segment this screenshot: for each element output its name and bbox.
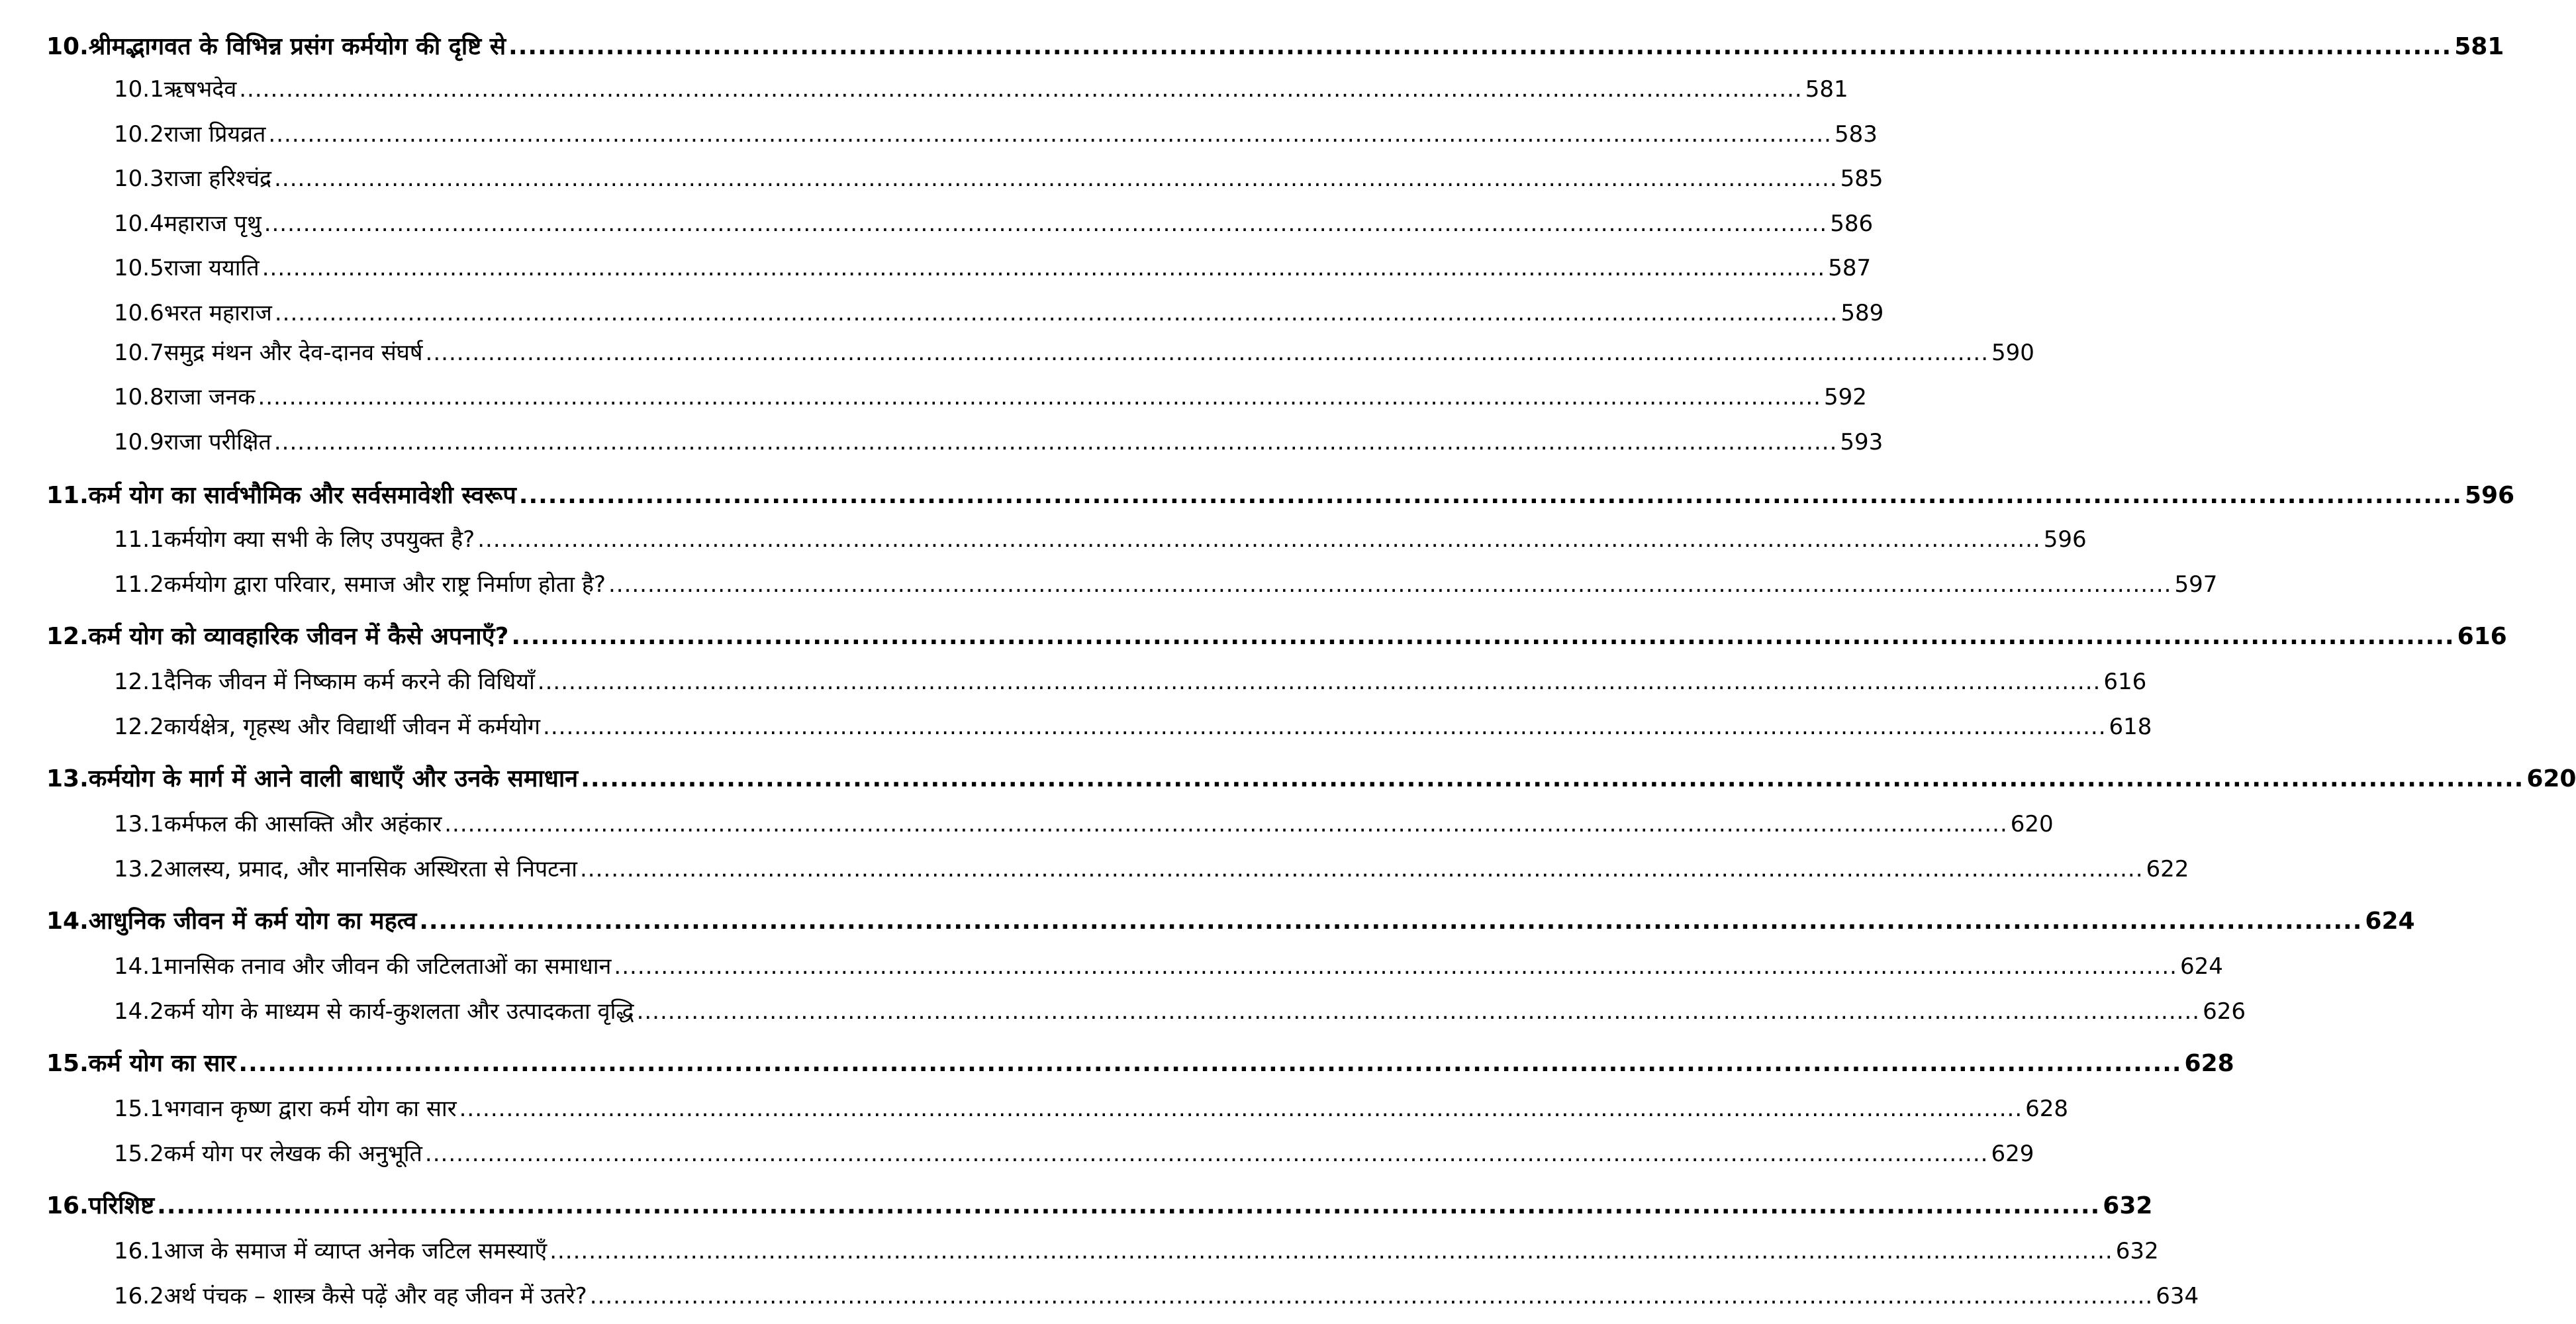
section-title: दैनिक जीवन में निष्काम कर्म करने की विधियाँ <box>164 669 535 695</box>
section-title: राजा हरिश्चंद्र <box>164 166 272 192</box>
toc-section-10-2 <box>114 118 1878 148</box>
page-number: 596 <box>2464 482 2515 509</box>
page-number: 596 <box>2043 526 2087 553</box>
dot-leader: ........................................................................................................................................................................................................ <box>579 856 2144 882</box>
dot-leader: ........................................................................................................................................................................................................ <box>518 482 2462 509</box>
page-number: 590 <box>1991 340 2034 366</box>
page-number: 616 <box>2103 669 2147 695</box>
section-number: 14.1 <box>114 953 164 980</box>
section-title: कर्म योग पर लेखक की अनुभूति <box>164 1141 422 1167</box>
page-number: 597 <box>2174 571 2218 598</box>
toc-section-12-1 <box>114 665 2147 696</box>
dot-leader: ........................................................................................................................................................................................................ <box>262 255 1826 281</box>
chapter-number: 11. <box>46 482 89 509</box>
section-title: समुद्र मंथन और देव-दानव संघर्ष <box>164 340 423 366</box>
page-number: 592 <box>1824 384 1867 410</box>
page-number: 586 <box>1830 211 1874 237</box>
dot-leader: ........................................................................................................................................................................................................ <box>274 300 1838 326</box>
page-number: 581 <box>2454 33 2504 60</box>
toc-section-10-4 <box>114 207 1874 238</box>
page-number: 622 <box>2146 856 2189 882</box>
section-number: 15.1 <box>114 1096 164 1122</box>
page-number: 587 <box>1828 255 1872 281</box>
dot-leader: ........................................................................................................................................................................................................ <box>477 526 2041 553</box>
toc-chapter-13 <box>46 761 2576 794</box>
chapter-number: 14. <box>46 908 89 935</box>
chapter-number: 15. <box>46 1050 89 1077</box>
page-number: 589 <box>1840 300 1884 326</box>
section-title: कर्म योग के माध्यम से कार्य-कुशलता और उत्पादकता वृद्धि <box>164 998 634 1025</box>
toc-section-16-1 <box>114 1235 2159 1265</box>
toc-section-10-6 <box>114 297 1884 327</box>
section-title: भरत महाराज <box>164 300 272 326</box>
toc-chapter-15 <box>46 1046 2234 1078</box>
section-number: 10.7 <box>114 340 164 366</box>
page-number: 620 <box>2010 811 2054 837</box>
section-number: 10.1 <box>114 76 164 103</box>
toc-section-13-1 <box>114 808 2054 838</box>
page-number: 583 <box>1834 121 1878 148</box>
section-title: राजा जनक <box>164 384 256 410</box>
section-title: राजा ययाति <box>164 255 260 281</box>
section-number: 15.2 <box>114 1141 164 1167</box>
dot-leader: ........................................................................................................................................................................................................ <box>419 908 2363 935</box>
page-number: 593 <box>1840 429 1884 455</box>
page-number: 624 <box>2179 953 2223 980</box>
section-title: राजा परीक्षित <box>164 429 271 455</box>
section-title: महाराज पृथु <box>164 211 262 237</box>
toc-section-10-7 <box>114 336 2034 367</box>
page-number: 626 <box>2203 998 2246 1025</box>
toc-section-16-2 <box>114 1280 2199 1310</box>
page-number: 616 <box>2457 623 2507 650</box>
toc-section-11-2 <box>114 568 2218 598</box>
page-number: 620 <box>2526 765 2576 792</box>
page-number: 632 <box>2103 1192 2153 1219</box>
section-title: कर्मयोग द्वारा परिवार, समाज और राष्ट्र निर्माण होता है? <box>164 571 606 598</box>
dot-leader: ........................................................................................................................................................................................................ <box>543 714 2107 740</box>
toc-chapter-16 <box>46 1188 2153 1221</box>
section-number: 16.2 <box>114 1283 164 1309</box>
section-title: ऋषभदेव <box>164 76 237 103</box>
section-number: 10.5 <box>114 255 164 281</box>
section-title: कर्मयोग क्या सभी के लिए उपयुक्त है? <box>164 526 475 553</box>
section-number: 10.9 <box>114 429 164 455</box>
dot-leader: ........................................................................................................................................................................................................ <box>549 1238 2113 1264</box>
toc-section-10-9 <box>114 426 1884 456</box>
section-number: 11.2 <box>114 571 164 598</box>
page-number: 628 <box>2025 1096 2069 1122</box>
chapter-number: 16. <box>46 1192 89 1219</box>
section-number: 12.2 <box>114 714 164 740</box>
chapter-title: कर्म योग को व्यावहारिक जीवन में कैसे अपनाएँ? <box>88 623 509 650</box>
section-title: आलस्य, प्रमाद, और मानसिक अस्थिरता से निपटना <box>164 856 577 882</box>
chapter-title: परिशिष्ट <box>88 1192 155 1219</box>
chapter-title: श्रीमद्भागवत के विभिन्न प्रसंग कर्मयोग की दृष्टि से <box>88 33 506 60</box>
toc-chapter-12 <box>46 619 2507 651</box>
page-number: 581 <box>1805 76 1848 103</box>
section-number: 13.1 <box>114 811 164 837</box>
toc-chapter-14 <box>46 904 2415 936</box>
dot-leader: ........................................................................................................................................................................................................ <box>424 1141 1989 1167</box>
toc-section-10-1 <box>114 73 1848 103</box>
toc-chapter-11 <box>46 478 2515 510</box>
section-number: 11.1 <box>114 526 164 553</box>
section-number: 10.6 <box>114 300 164 326</box>
dot-leader: ........................................................................................................................................................................................................ <box>581 765 2524 792</box>
section-title: कर्मफल की आसक्ति और अहंकार <box>164 811 442 837</box>
toc-chapter-10 <box>46 29 2504 62</box>
section-number: 10.2 <box>114 121 164 148</box>
dot-leader: ........................................................................................................................................................................................................ <box>425 340 1989 366</box>
page-number: 585 <box>1840 166 1884 192</box>
dot-leader: ........................................................................................................................................................................................................ <box>258 384 1821 410</box>
toc-section-12-2 <box>114 710 2152 741</box>
chapter-number: 13. <box>46 765 89 792</box>
dot-leader: ........................................................................................................................................................................................................ <box>157 1192 2101 1219</box>
page-number: 624 <box>2365 908 2415 935</box>
page-number: 618 <box>2109 714 2152 740</box>
dot-leader: ........................................................................................................................................................................................................ <box>238 1050 2182 1077</box>
section-number: 16.1 <box>114 1238 164 1264</box>
chapter-number: 12. <box>46 623 89 650</box>
toc-section-13-2 <box>114 853 2189 883</box>
dot-leader: ........................................................................................................................................................................................................ <box>636 998 2201 1025</box>
section-number: 12.1 <box>114 669 164 695</box>
dot-leader: ........................................................................................................................................................................................................ <box>274 166 1838 192</box>
section-title: मानसिक तनाव और जीवन की जटिलताओं का समाधान <box>164 953 612 980</box>
dot-leader: ........................................................................................................................................................................................................ <box>508 33 2452 60</box>
section-title: अर्थ पंचक – शास्त्र कैसे पढ़ें और वह जीवन में उतरे? <box>164 1283 587 1309</box>
section-title: आज के समाज में व्याप्त अनेक जटिल समस्याएँ <box>164 1238 548 1264</box>
toc-section-10-5 <box>114 252 1872 282</box>
section-title: भगवान कृष्ण द्वारा कर्म योग का सार <box>164 1096 457 1122</box>
section-number: 10.3 <box>114 166 164 192</box>
chapter-number: 10. <box>46 33 89 60</box>
dot-leader: ........................................................................................................................................................................................................ <box>537 669 2101 695</box>
section-title: राजा प्रियव्रत <box>164 121 266 148</box>
toc-section-15-1 <box>114 1092 2069 1123</box>
toc-section-14-1 <box>114 950 2223 980</box>
section-number: 10.4 <box>114 211 164 237</box>
page-number: 632 <box>2115 1238 2159 1264</box>
section-title: कार्यक्षेत्र, गृहस्थ और विद्यार्थी जीवन में कर्मयोग <box>164 714 541 740</box>
page-number: 628 <box>2184 1050 2234 1077</box>
dot-leader: ........................................................................................................................................................................................................ <box>608 571 2172 598</box>
dot-leader: ........................................................................................................................................................................................................ <box>459 1096 2023 1122</box>
toc-section-15-2 <box>114 1137 2034 1168</box>
dot-leader: ........................................................................................................................................................................................................ <box>444 811 2008 837</box>
toc-section-14-2 <box>114 995 2246 1025</box>
chapter-title: कर्म योग का सार <box>88 1050 236 1077</box>
page-number: 629 <box>1991 1141 2034 1167</box>
section-number: 13.2 <box>114 856 164 882</box>
section-number: 10.8 <box>114 384 164 410</box>
dot-leader: ........................................................................................................................................................................................................ <box>268 121 1832 148</box>
dot-leader: ........................................................................................................................................................................................................ <box>511 623 2455 650</box>
chapter-title: कर्म योग का सार्वभौमिक और सर्वसमावेशी स्वरूप <box>88 482 516 509</box>
dot-leader: ........................................................................................................................................................................................................ <box>263 211 1828 237</box>
chapter-title: आधुनिक जीवन में कर्म योग का महत्व <box>88 908 417 935</box>
dot-leader: ........................................................................................................................................................................................................ <box>239 76 1803 103</box>
chapter-title: कर्मयोग के मार्ग में आने वाली बाधाएँ और उनके समाधान <box>88 765 579 792</box>
dot-leader: ........................................................................................................................................................................................................ <box>589 1283 2154 1309</box>
section-number: 14.2 <box>114 998 164 1025</box>
toc-section-11-1 <box>114 523 2087 553</box>
dot-leader: ........................................................................................................................................................................................................ <box>273 429 1838 455</box>
toc-section-10-8 <box>114 381 1867 411</box>
toc-section-10-3 <box>114 162 1884 193</box>
page-number: 634 <box>2156 1283 2199 1309</box>
dot-leader: ........................................................................................................................................................................................................ <box>614 953 2177 980</box>
